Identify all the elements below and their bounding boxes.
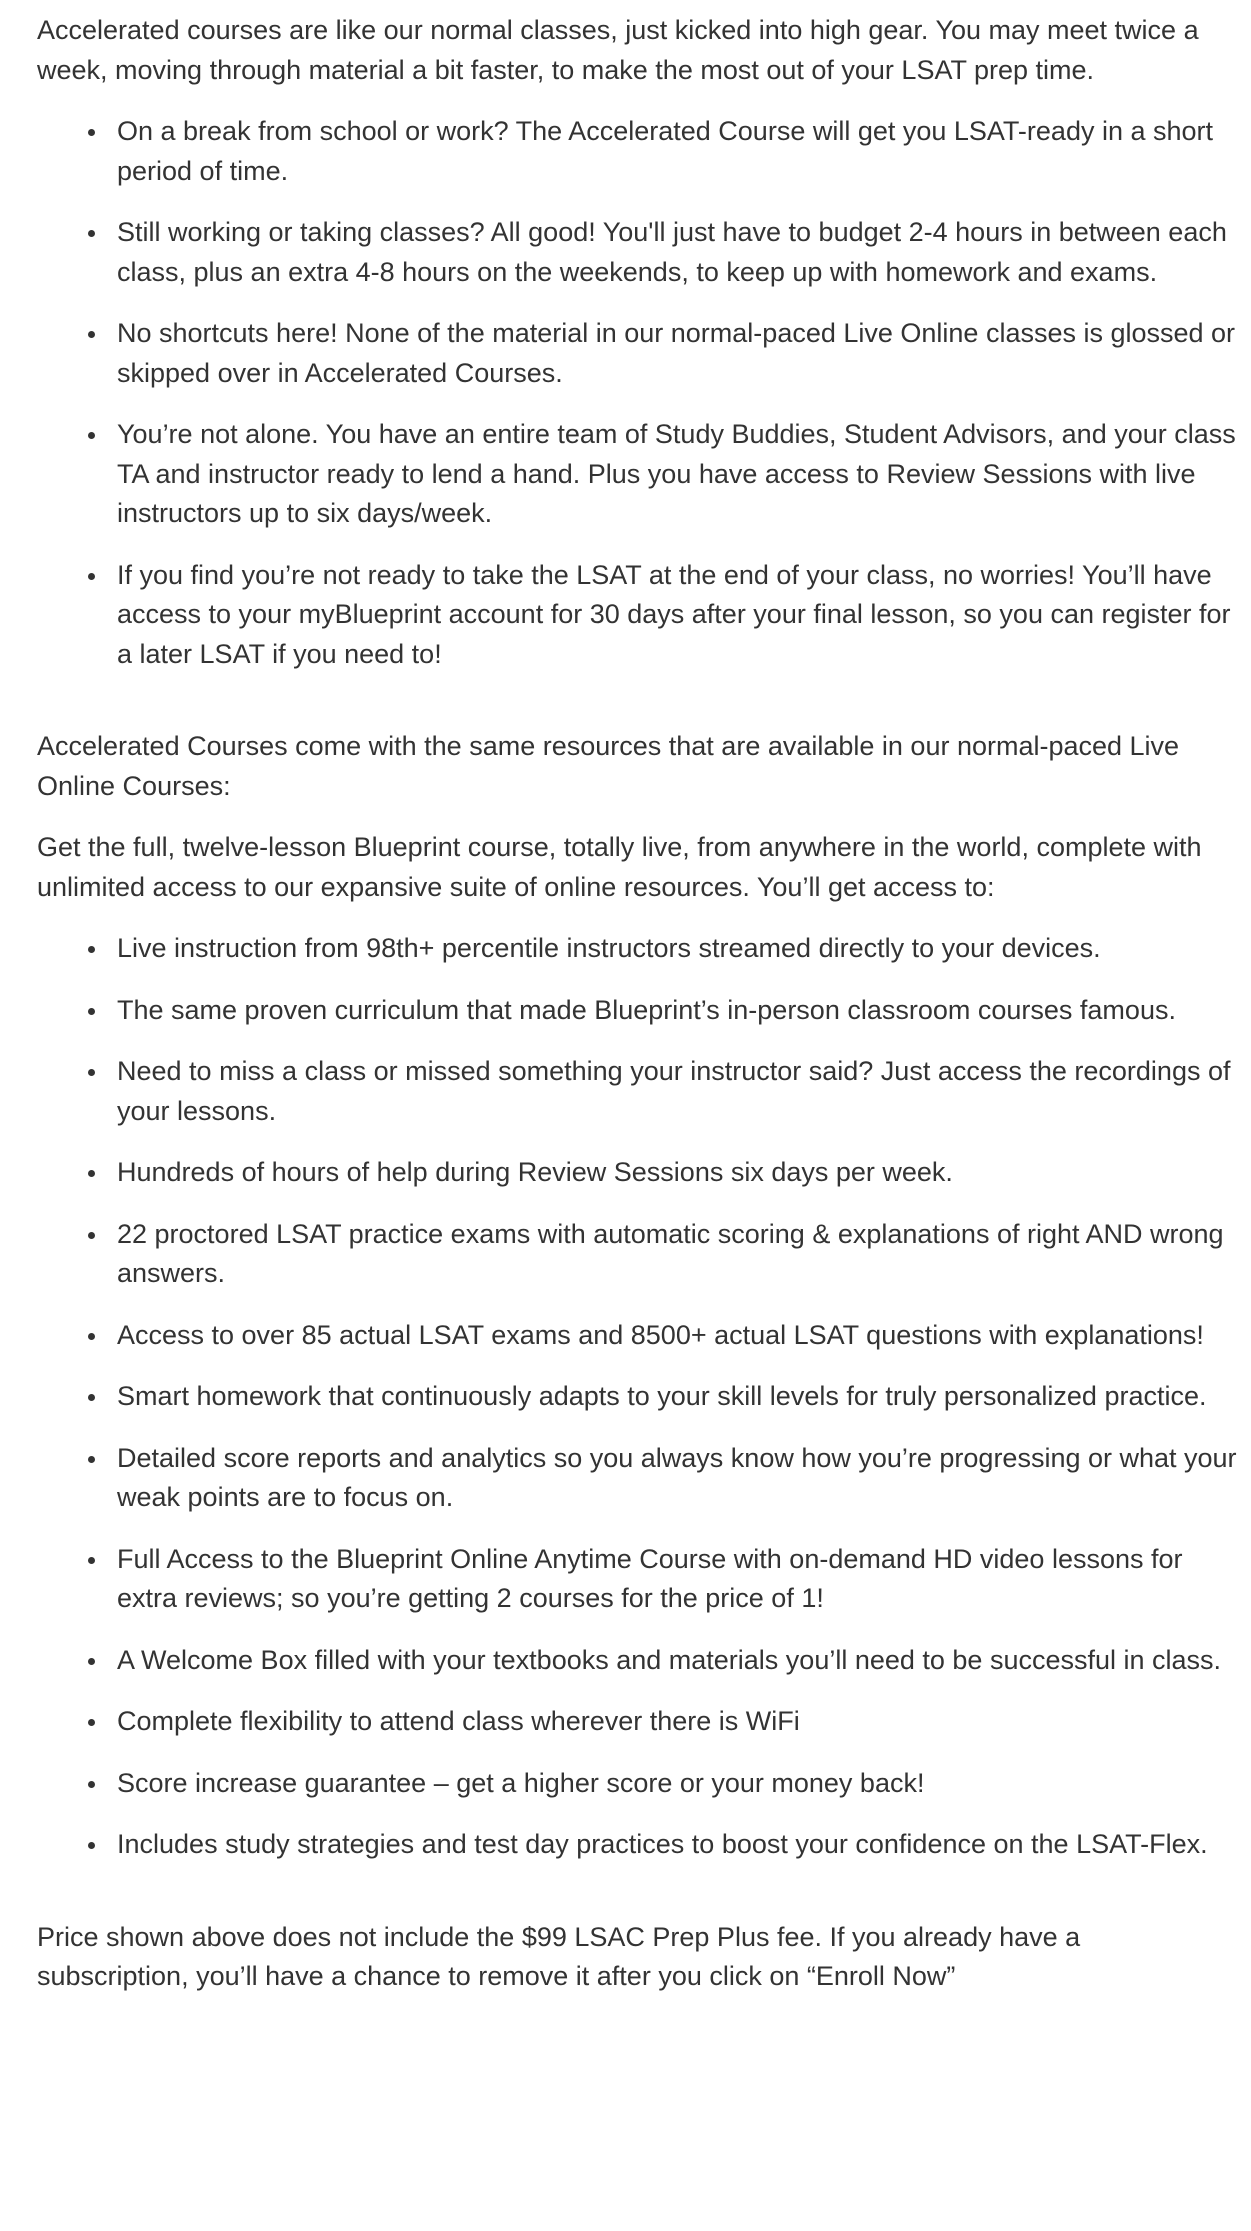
resources-intro-paragraph: Accelerated Courses come with the same resources that are available in our normal-paced Live Online Courses: [37, 731, 1180, 801]
intro-paragraph: Accelerated courses are like our normal classes, just kicked into high gear. You may meet twice a week, moving through material a bit faster, to make the most out of your LSAT prep time. [37, 15, 1199, 85]
list-item: Score increase guarantee – get a higher score or your money back! [117, 1764, 1237, 1804]
course-description [37, 11, 1237, 1997]
list-item: Hundreds of hours of help during Review Sessions six days per week. [117, 1153, 1237, 1193]
full-course-paragraph: Get the full, twelve-lesson Blueprint course, totally live, from anywhere in the world, complete with unlimited access to our expansive suite of online resources. You’ll get access to: [37, 832, 1202, 902]
list-item: Need to miss a class or missed something your instructor said? Just access the recordings of your lessons. [117, 1052, 1237, 1131]
list-item: Full Access to the Blueprint Online Anytime Course with on-demand HD video lessons for extra reviews; so you’re getting 2 courses for the price of 1! [117, 1540, 1237, 1619]
list-item: On a break from school or work? The Accelerated Course will get you LSAT-ready in a short period of time. [117, 112, 1237, 191]
list-item: Access to over 85 actual LSAT exams and 8500+ actual LSAT questions with explanations! [117, 1316, 1237, 1356]
list-item: A Welcome Box filled with your textbooks and materials you’ll need to be successful in class. [117, 1641, 1237, 1681]
list-item: You’re not alone. You have an entire team of Study Buddies, Student Advisors, and your class TA and instructor ready to lend a hand. Plus you have access to Review Sessions with live instructors up to six days/week. [117, 415, 1237, 534]
list-item: 22 proctored LSAT practice exams with automatic scoring & explanations of right AND wrong answers. [117, 1215, 1237, 1294]
list-item: Complete flexibility to attend class wherever there is WiFi [117, 1702, 1237, 1742]
list-item: If you find you’re not ready to take the LSAT at the end of your class, no worries! You’ll have access to your myBlueprint account for 30 days after your final lesson, so you can register for a later LSAT if you need to! [117, 556, 1237, 675]
price-note-paragraph: Price shown above does not include the $99 LSAC Prep Plus fee. If you already have a subscription, you’ll have a chance to remove it after you click on “Enroll Now” [37, 1921, 1081, 1991]
list-item: Includes study strategies and test day practices to boost your confidence on the LSAT-Flex. [117, 1825, 1237, 1865]
list-item: No shortcuts here! None of the material in our normal-paced Live Online classes is glossed or skipped over in Accelerated Courses. [117, 314, 1237, 393]
list-item: Smart homework that continuously adapts to your skill levels for truly personalized practice. [117, 1377, 1237, 1417]
list-item: Still working or taking classes? All good! You'll just have to budget 2-4 hours in between each class, plus an extra 4-8 hours on the weekends, to keep up with homework and exams. [117, 213, 1237, 292]
list-item: The same proven curriculum that made Blueprint’s in-person classroom courses famous. [117, 991, 1237, 1031]
list-item: Detailed score reports and analytics so you always know how you’re progressing or what your weak points are to focus on. [117, 1439, 1237, 1518]
list-item: Live instruction from 98th+ percentile instructors streamed directly to your devices. [117, 929, 1237, 969]
accelerated-points-list [37, 112, 1237, 674]
resources-list [37, 929, 1237, 1865]
